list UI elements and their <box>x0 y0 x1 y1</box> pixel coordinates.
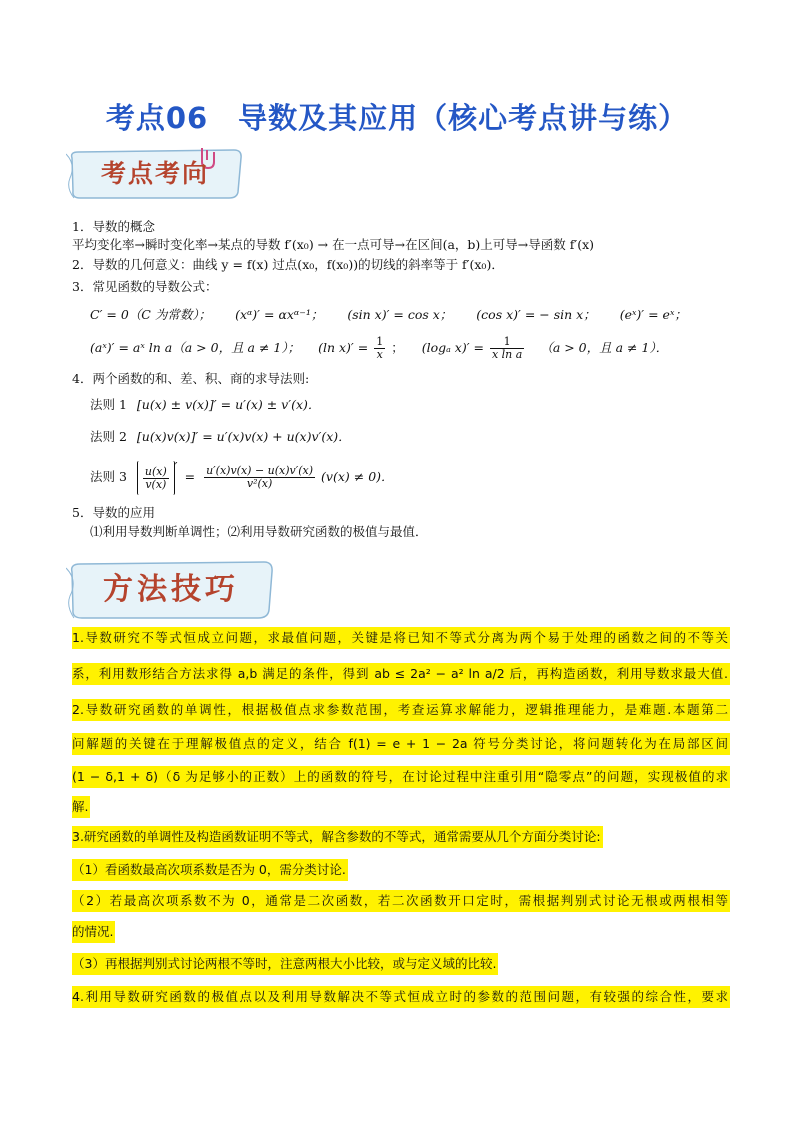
rule-3-lhs-num: u(x) <box>144 464 167 478</box>
item5-title: 5．导数的应用 <box>72 505 155 520</box>
rule-3-rhs-den: v²(x) <box>246 477 273 490</box>
tip-line-10: 的情况. <box>72 921 115 943</box>
log-condition: （a > 0，且 a ≠ 1）． <box>540 340 669 355</box>
rule-3-lhs-fraction <box>143 466 169 491</box>
tip-line-11: （3）再根据判别式讨论两根不等时，注意两根大小比较，或与定义域的比较. <box>72 953 498 975</box>
rule-2-formula: [u(x)v(x)]′ = u′(x)v(x) + u(x)v′(x)． <box>136 429 351 444</box>
formula-cos: (cos x)′ = − sin x； <box>476 307 596 322</box>
formula-ln-lhs: (ln x)′ = <box>318 340 369 355</box>
log-numerator: 1 <box>490 336 524 349</box>
tip-line-12: 4.利用导数研究函数的极值点以及利用导数解决不等式恒成立时的参数的范围问题，有较强的综合性，要求 <box>72 986 730 1008</box>
rule-3-condition: (v(x) ≠ 0)． <box>321 469 394 484</box>
tip-line-3: 2.导数研究函数的单调性，根据极值点求参数范围，考查运算求解能力，逻辑推理能力，是难题.本题第二 <box>72 699 730 721</box>
item1-title: 1．导数的概念 <box>72 219 155 234</box>
tip-line-1: 1.导数研究不等式恒成立问题，求最值问题，关键是将已知不等式分离为两个易于处理的函数之间的不等关 <box>72 627 730 649</box>
banner-title-kaodian: 考点考向 <box>100 159 209 188</box>
tip-line-4: 问解题的关键在于理解极值点的定义，结合 f(1) = e + 1 − 2a 符号分类讨论，将问题转化为在局部区间 <box>72 733 730 755</box>
formula-constant: C′ = 0（C 为常数）； <box>90 307 212 322</box>
item2-text: 2．导数的几何意义：曲线 y = f(x) 过点(x₀，f(x₀))的切线的斜率等于 f′(x₀)． <box>72 257 504 272</box>
item4-title: 4．两个函数的和、差、积、商的求导法则: <box>72 371 310 386</box>
rule-2-label: 法则 2 <box>90 429 127 444</box>
tip-line-2: 系，利用数形结合方法求得 a,b 满足的条件，得到 ab ≤ 2a² − a² ln a/2 后，再构造函数，利用导数求最大值. <box>72 663 730 685</box>
rule-3-label: 法则 3 <box>90 469 127 484</box>
formula-ln-fraction <box>374 336 385 361</box>
section-banner-fangfa <box>66 560 276 620</box>
formula-sin: (sin x)′ = cos x； <box>347 307 453 322</box>
rule-1 <box>90 396 320 414</box>
page-title: 考点06 导数及其应用（核心考点讲与练） <box>105 101 689 135</box>
ln-denominator: x <box>376 348 383 361</box>
tip-line-5: (1 − δ,1 + δ)（δ 为足够小的正数）上的函数的符号，在讨论过程中注重引用“隐零点”的问题，实现极值的求 <box>72 766 730 788</box>
formula-a-power: (aˣ)′ = aˣ ln a（a > 0，且 a ≠ 1）； <box>90 340 301 355</box>
tip-line-8: （1）看函数最高次项系数是否为 0，需分类讨论. <box>72 859 348 881</box>
formula-exp: (eˣ)′ = eˣ； <box>619 307 687 322</box>
banner-title-fangfa: 方法技巧 <box>103 572 239 607</box>
ln-numerator: 1 <box>376 335 384 348</box>
item5-text: ⑴利用导数判断单调性；⑵利用导数研究函数的极值与最值． <box>90 524 428 539</box>
formula-log-lhs: (logₐ x)′ = <box>421 340 484 355</box>
tip-line-7: 3.研究函数的单调性及构造函数证明不等式，解含参数的不等式，通常需要从几个方面分类讨论: <box>72 826 603 848</box>
rule-3-bracket <box>137 461 175 495</box>
rule-3-rhs-fraction <box>204 465 315 490</box>
item3-title: 3．常见函数的导数公式： <box>72 279 218 294</box>
formula-row-1 <box>90 306 687 324</box>
formula-row-2 <box>90 336 668 361</box>
rule-1-label: 法则 1 <box>90 397 127 412</box>
rule-2 <box>90 428 351 446</box>
section-banner-kaodian <box>66 148 244 200</box>
item1-chain: 平均变化率→瞬时变化率→某点的导数 f′(x₀) → 在一点可导→在区间(a，b)上可导→导函数 f′(x) <box>72 237 595 252</box>
log-denominator: x ln a <box>491 348 523 361</box>
rule-3-rhs-num: u′(x)v(x) − u(x)v′(x) <box>206 464 314 477</box>
rule-1-formula: [u(x) ± v(x)]′ = u′(x) ± v′(x)． <box>136 397 321 412</box>
tip-line-6: 解. <box>72 796 90 818</box>
formula-power: (xᵅ)′ = αxᵅ⁻¹； <box>235 307 324 322</box>
formula-log-fraction <box>490 336 524 361</box>
ln-semicolon: ； <box>391 340 404 355</box>
tip-line-9: （2）若最高次项系数不为 0，通常是二次函数，若二次函数开口定时，需根据判别式讨论无根或两根相等 <box>72 890 730 912</box>
rule-3: 法则 3 $\frac{u(x)}{v(x)}$ ′ = $\frac{u'(x)v(x) - u(x)v'(x)}{\text{v²(x)}}$ (v(x) ≠ 0)． <box>90 460 394 495</box>
rule-3-lhs-den: v(x) <box>145 477 167 491</box>
